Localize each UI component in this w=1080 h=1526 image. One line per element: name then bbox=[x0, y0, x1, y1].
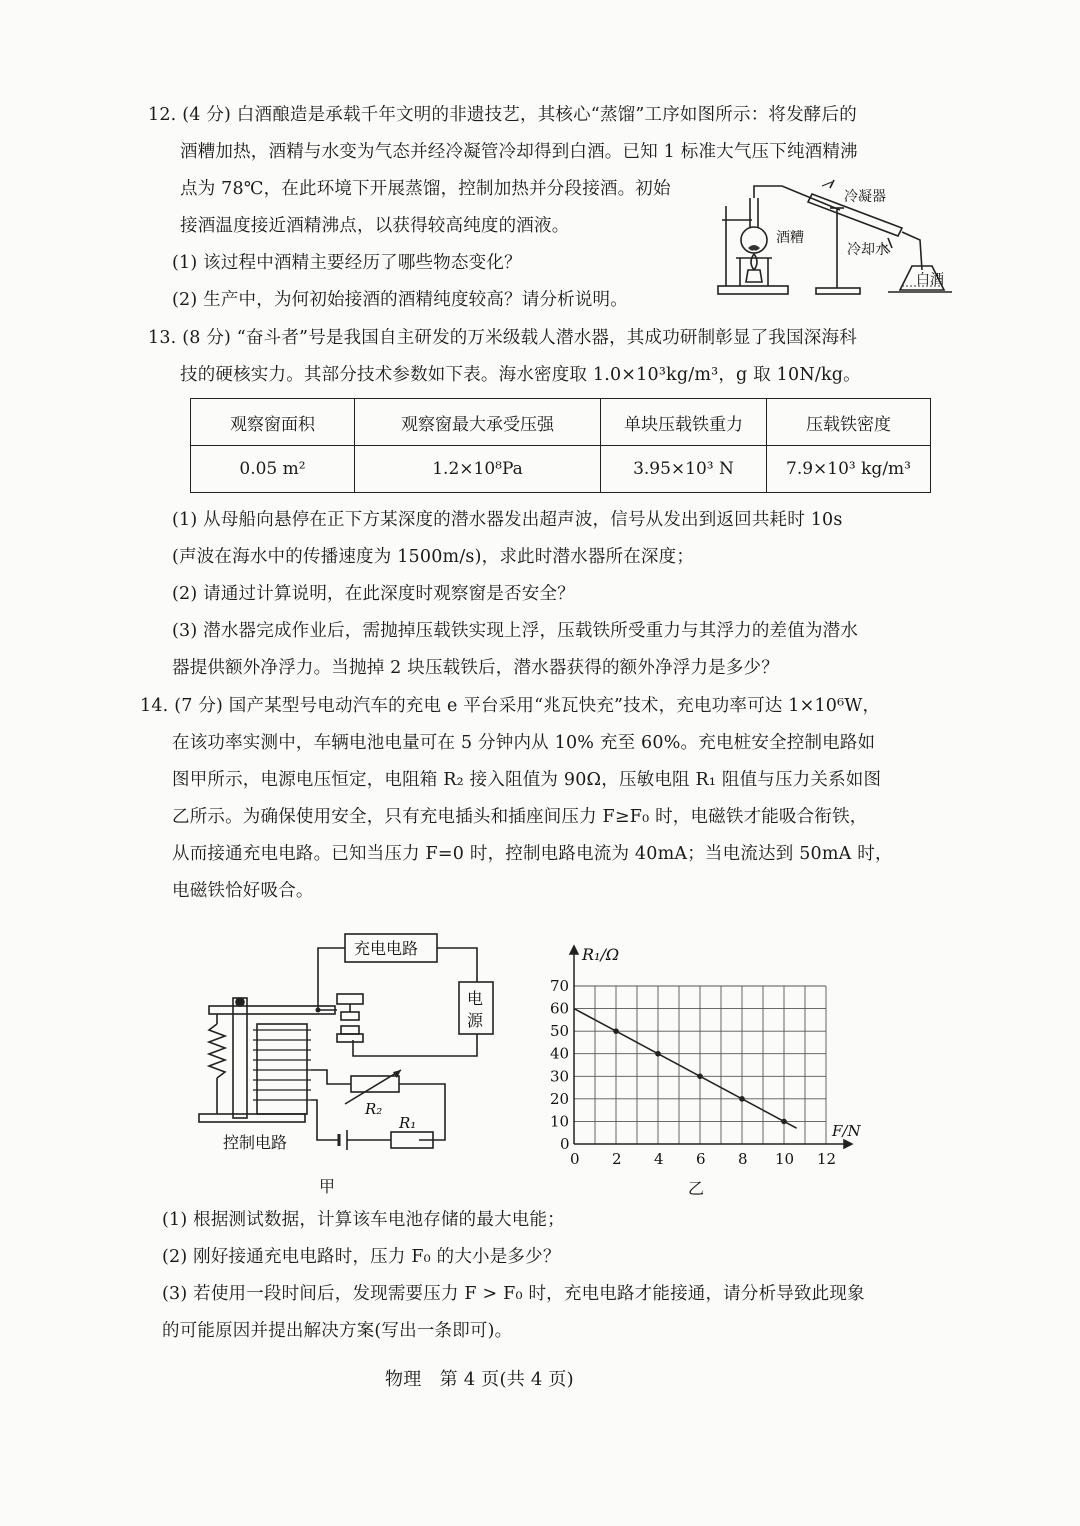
q14-line-3: 图甲所示，电源电压恒定，电阻箱 R₂ 接入阻值为 90Ω，压敏电阻 R₁ 阻值与压力关系如图 bbox=[172, 770, 882, 790]
x-tick-label: 6 bbox=[696, 1150, 706, 1168]
table-header-cell: 观察窗最大承受压强 bbox=[355, 399, 601, 446]
r2-label: R₂ bbox=[365, 1100, 383, 1118]
label-mash: 酒糟 bbox=[776, 230, 804, 246]
q12-line-4: 接酒温度接近酒精沸点，以获得较高纯度的酒液。 bbox=[180, 216, 570, 236]
x-tick-label: 12 bbox=[817, 1150, 837, 1168]
data-point bbox=[697, 1073, 703, 1079]
table-header-cell: 单块压载铁重力 bbox=[601, 399, 767, 446]
q13-line-2: 技的硬核实力。其部分技术参数如下表。海水密度取 1.0×10³kg/m³，g 取 10N/kg。 bbox=[180, 365, 861, 385]
x-axis-label: F/N bbox=[832, 1122, 861, 1140]
q14-line-4: 乙所示。为确保使用安全，只有充电插头和插座间压力 F≥F₀ 时，电磁铁才能吸合衔铁， bbox=[172, 807, 868, 827]
label-condenser: 冷凝器 bbox=[844, 189, 886, 205]
y-tick-label: 10 bbox=[550, 1112, 570, 1131]
figure-caption-yi: 乙 bbox=[688, 1179, 705, 1198]
data-point bbox=[781, 1119, 787, 1125]
table-header-cell: 观察窗面积 bbox=[191, 399, 355, 446]
x-axis-arrow bbox=[844, 1140, 852, 1148]
table-cell: 1.2×10⁸Pa bbox=[355, 446, 601, 493]
y-tick-label: 30 bbox=[550, 1067, 570, 1086]
y-axis-arrow bbox=[570, 946, 578, 954]
q14-line-5: 从而接通充电电路。已知当压力 F=0 时，控制电路电流为 40mA；当电流达到 50mA 时， bbox=[172, 844, 893, 864]
q14-sub-3b: 的可能原因并提出解决方案(写出一条即可)。 bbox=[162, 1321, 513, 1341]
y-axis-label: R₁/Ω bbox=[582, 945, 620, 964]
data-point bbox=[739, 1096, 745, 1102]
y-tick-label: 60 bbox=[550, 999, 570, 1018]
q14-line-1: 14. (7 分) 国产某型号电动汽车的充电 e 平台采用“兆瓦快充”技术，充电功率可达 1×10⁶W， bbox=[140, 696, 881, 716]
control-circuit-label: 控制电路 bbox=[223, 1133, 288, 1152]
y-tick-label: 0 bbox=[560, 1135, 570, 1153]
table-header-row bbox=[191, 399, 931, 446]
y-tick-label: 50 bbox=[550, 1022, 570, 1041]
charge-circuit-label: 充电电路 bbox=[354, 939, 419, 958]
table-cell: 3.95×10³ N bbox=[601, 446, 767, 493]
y-tick-label: 40 bbox=[550, 1044, 570, 1063]
r1-label: R₁ bbox=[399, 1114, 417, 1132]
distillation-figure bbox=[712, 178, 957, 298]
q13-line-1: 13. (8 分) “奋斗者”号是我国自主研发的万米级载人潜水器，其成功研制彰显了我国深海科 bbox=[148, 328, 857, 348]
x-tick-label: 10 bbox=[775, 1150, 795, 1168]
power-label-1: 电 bbox=[467, 989, 484, 1008]
parameter-table bbox=[190, 398, 931, 493]
table-header-cell: 压载铁密度 bbox=[767, 399, 931, 446]
label-liquor: 白酒 bbox=[916, 272, 944, 288]
label-cooling-water: 冷却水 bbox=[847, 242, 889, 258]
q14-sub-1: (1) 根据测试数据，计算该车电池存储的最大电能； bbox=[162, 1210, 565, 1230]
table-cell: 0.05 m² bbox=[191, 446, 355, 493]
q12-sub-1: (1) 该过程中酒精主要经历了哪些物态变化？ bbox=[172, 253, 522, 273]
q13-sub-3a: (3) 潜水器完成作业后，需抛掉压载铁实现上浮，压载铁所受重力与其浮力的差值为潜水 bbox=[172, 621, 859, 641]
y-tick-label: 70 bbox=[550, 977, 570, 995]
q14-line-2: 在该功率实测中，车辆电池电量可在 5 分钟内从 10% 充至 60%。充电桩安全控制电路如 bbox=[172, 733, 876, 753]
q12-line-2: 酒糟加热，酒精与水变为气态并经冷凝管冷却得到白酒。已知 1 标准大气压下纯酒精沸 bbox=[180, 142, 858, 162]
y-tick-label: 20 bbox=[550, 1089, 570, 1108]
r1-force-graph bbox=[540, 938, 870, 1200]
figure-caption-jia: 甲 bbox=[319, 1177, 336, 1196]
q12-line-1: 12. (4 分) 白酒酿造是承载千年文明的非遗技艺，其核心“蒸馏”工序如图所示：将发酵后的 bbox=[148, 105, 857, 125]
q13-sub-3b: 器提供额外净浮力。当抛掉 2 块压载铁后，潜水器获得的额外净浮力是多少？ bbox=[172, 658, 779, 678]
q12-sub-2: (2) 生产中，为何初始接酒的酒精纯度较高？请分析说明。 bbox=[172, 290, 628, 310]
q13-sub-1a: (1) 从母船向悬停在正下方某深度的潜水器发出超声波，信号从发出到返回共耗时 10s bbox=[172, 510, 843, 530]
q14-line-6: 电磁铁恰好吸合。 bbox=[172, 881, 314, 901]
q14-sub-3a: (3) 若使用一段时间后，发现需要压力 F > F₀ 时，充电电路才能接通，请分析导致此现象 bbox=[162, 1284, 865, 1304]
q12-line-3: 点为 78℃，在此环境下开展蒸馏，控制加热并分段接酒。初始 bbox=[180, 179, 671, 199]
data-point bbox=[655, 1051, 661, 1057]
page-footer: 物理 第 4 页(共 4 页) bbox=[385, 1369, 574, 1390]
x-tick-label: 0 bbox=[570, 1150, 580, 1168]
x-tick-label: 2 bbox=[612, 1150, 622, 1168]
q14-sub-2: (2) 刚好接通充电电路时，压力 F₀ 的大小是多少？ bbox=[162, 1247, 561, 1267]
data-point bbox=[613, 1028, 619, 1034]
x-tick-label: 4 bbox=[654, 1150, 664, 1168]
table-row bbox=[191, 446, 931, 493]
q13-sub-2: (2) 请通过计算说明，在此深度时观察窗是否安全？ bbox=[172, 584, 575, 604]
circuit-diagram bbox=[195, 928, 495, 1196]
q13-sub-1b: (声波在海水中的传播速度为 1500m/s)，求此时潜水器所在深度； bbox=[172, 547, 695, 567]
power-label-2: 源 bbox=[467, 1011, 484, 1030]
table-cell: 7.9×10³ kg/m³ bbox=[767, 446, 931, 493]
x-tick-label: 8 bbox=[738, 1150, 748, 1168]
